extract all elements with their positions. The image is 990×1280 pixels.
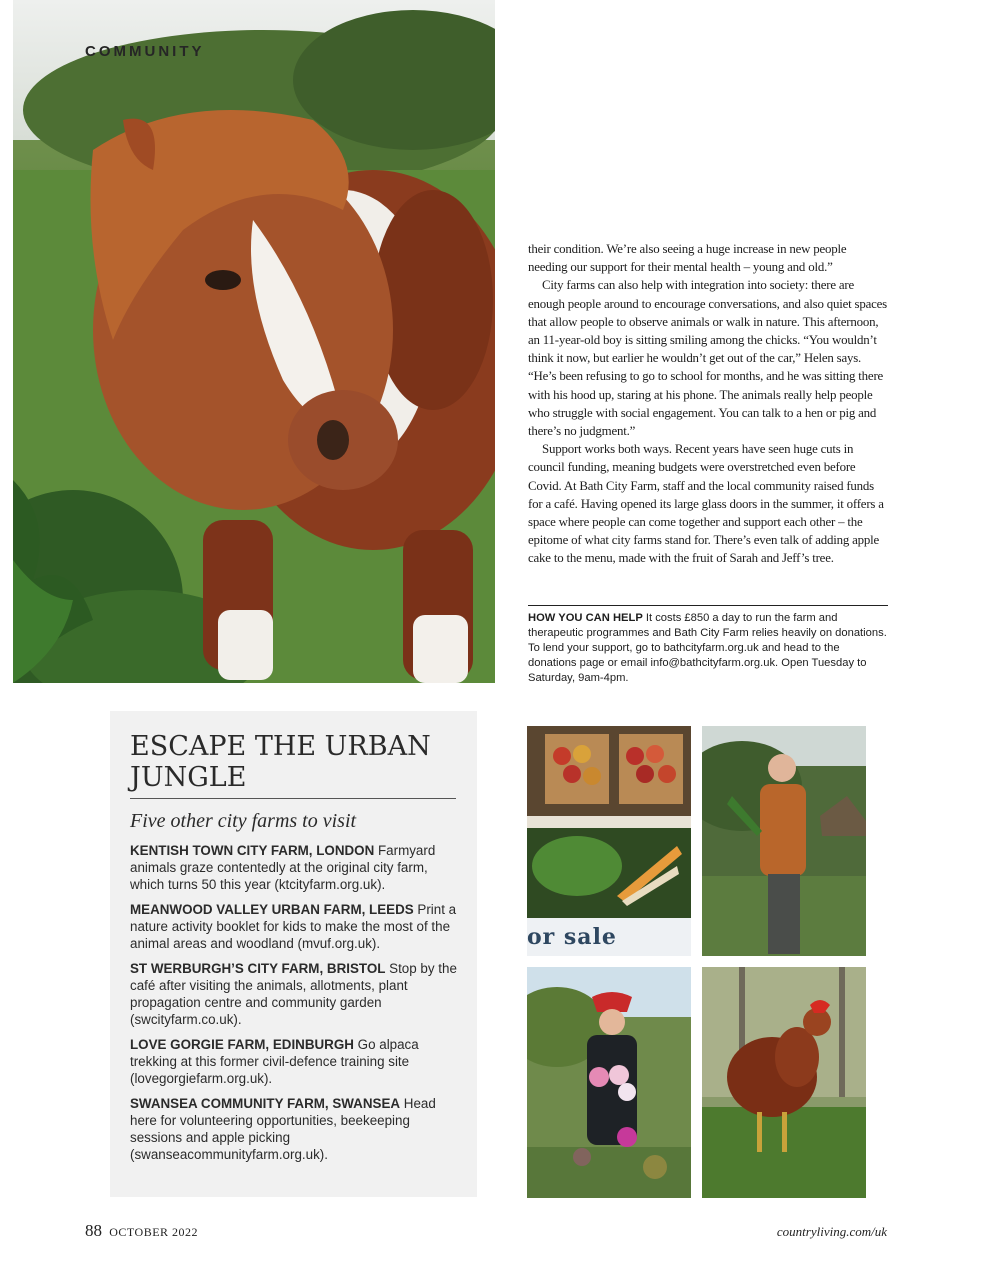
farmer-illustration: [702, 726, 866, 956]
farm-name: LOVE GORGIE FARM, EDINBURGH: [130, 1037, 354, 1052]
website-url: countryliving.com/uk: [776, 1224, 887, 1239]
page-footer-left: [85, 1221, 198, 1241]
city-farms-sidebar: [110, 711, 477, 1197]
for-sale-sign: or sale: [527, 924, 617, 950]
farm-description: Head here for volunteering opportunities, beekeeping sessions and apple picking (swanseacommunityfarm.org.uk).: [130, 1096, 436, 1162]
farm-name: ST WERBURGH’S CITY FARM, BRISTOL: [130, 961, 386, 976]
produce-stall-photo: [527, 726, 691, 956]
page-number: 88: [85, 1221, 102, 1240]
help-text: It costs £850 a day to run the farm and therapeutic programmes and Bath City Farm relies heavily on donations. To lend your support, go to bathcityfarm.org.uk and head to the donations page or email info@bathcityfarm.org.uk. Open Tuesday to Saturday, 9am-4pm.: [528, 612, 887, 685]
help-heading: HOW YOU CAN HELP: [528, 612, 643, 624]
farm-name: KENTISH TOWN CITY FARM, LONDON: [130, 843, 375, 858]
farm-description: Print a nature activity booklet for kids to make the most of the animal areas and woodland (mvuf.org.uk).: [130, 902, 457, 951]
hen-illustration: [702, 967, 866, 1198]
farm-description: Stop by the café after visiting the animals, allotments, plant propagation centre and community garden (swcityfarm.co.uk).: [130, 961, 457, 1027]
farm-name: MEANWOOD VALLEY URBAN FARM, LEEDS: [130, 902, 414, 917]
pony-illustration: [13, 0, 495, 683]
produce-stall-illustration: [527, 726, 691, 956]
section-label: COMMUNITY: [85, 43, 205, 60]
pony-photo: [13, 0, 495, 683]
farm-description: Farmyard animals graze contentedly at the original city farm, which turns 50 this year (ktcityfarm.org.uk).: [130, 843, 436, 892]
gardener-photo: [527, 967, 691, 1198]
article-paragraph: City farms can also help with integration into society: there are enough people around to encourage conversations, and also quiet spaces that allow people to observe animals or walk in nature. This afternoon, an 11-year-old boy is sitting smiling among the chicks. “You wouldn’t think it now, but earlier he wouldn’t get out of the car,” Helen says. “He’s been refusing to go to school for months, and he was sitting there with his hood up, staring at his phone. The animals really help people who struggle with social engagement. You can talk to a hen or pig and there’s no judgment.”: [528, 278, 887, 439]
farm-entry: [130, 1095, 457, 1163]
article-paragraph: their condition. We’re also seeing a huge increase in new people needing our support for their mental health – young and old.”: [528, 242, 847, 275]
gardener-illustration: [527, 967, 691, 1198]
sidebar-title: ESCAPE THE URBAN JUNGLE: [130, 731, 456, 799]
farm-name: SWANSEA COMMUNITY FARM, SWANSEA: [130, 1096, 401, 1111]
farm-entry: [130, 1036, 457, 1087]
farm-description: Go alpaca trekking at this former civil-defence training site (lovegorgiefarm.org.uk).: [130, 1037, 419, 1086]
farm-entry: [130, 901, 457, 952]
how-you-can-help: [528, 605, 888, 686]
hen-photo: [702, 967, 866, 1198]
farm-entry: [130, 842, 457, 893]
issue-date: OCTOBER 2022: [109, 1225, 199, 1239]
article-body: [528, 240, 888, 568]
farm-entry: [130, 960, 457, 1028]
farmer-photo: [702, 726, 866, 956]
article-paragraph: Support works both ways. Recent years have seen huge cuts in council funding, meaning budgets were overstretched even before Covid. At Bath City Farm, staff and the local community raised funds for a café. Having opened its large glass doors in the summer, it offers a space where people can come together and support each other – the epitome of what city farms stand for. There’s even talk of adding apple cake to the menu, made with the fruit of Sarah and Jeff’s tree.: [528, 442, 884, 566]
sidebar-subtitle: Five other city farms to visit: [130, 810, 357, 832]
